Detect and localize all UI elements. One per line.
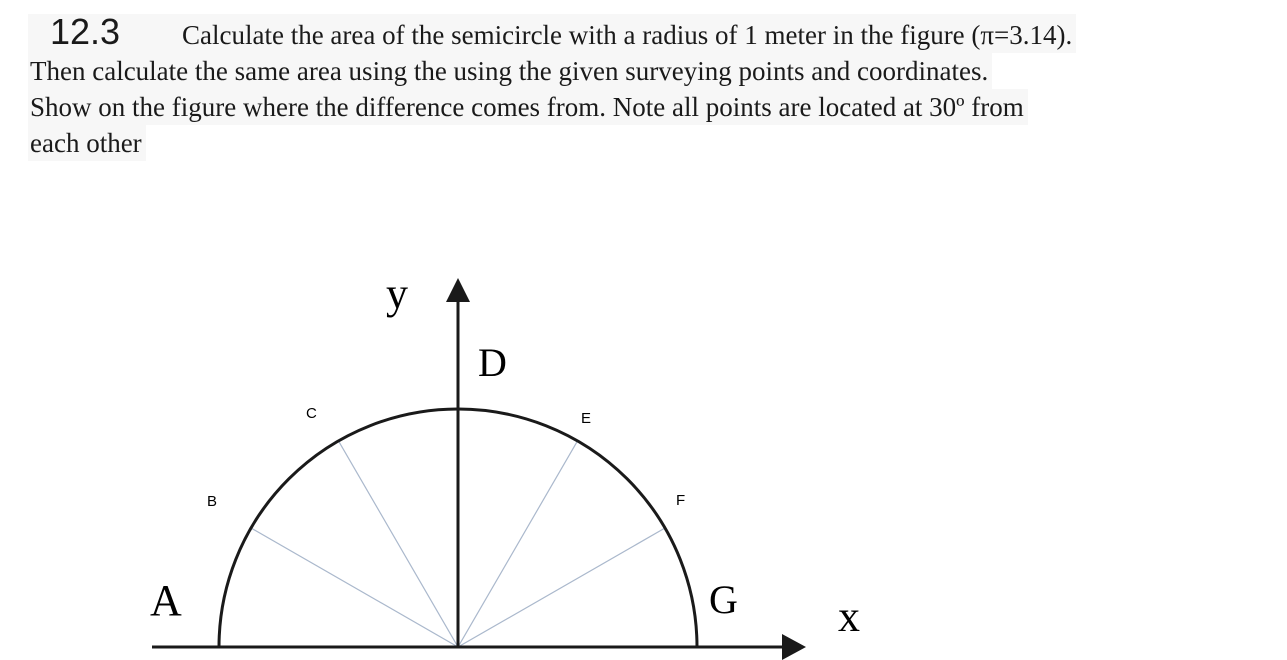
question-line-4: each other: [28, 125, 146, 161]
point-label-c: C: [306, 405, 317, 422]
axis-x-label: x: [838, 592, 860, 641]
question-line-1: 12.3 Calculate the area of the semicircle with a radius of 1 meter in the figure (π=3.14).: [28, 14, 1076, 53]
point-label-g: G: [709, 577, 738, 622]
point-label-b: B: [207, 493, 218, 510]
radial-line-b: [251, 528, 458, 647]
question-line-3: Show on the figure where the difference comes from. Note all points are located at 30º from: [28, 89, 1028, 125]
question-number: 12.3: [50, 11, 121, 52]
y-axis-arrowhead: [446, 278, 470, 302]
point-label-a: A: [150, 576, 182, 625]
axis-y-label: y: [386, 269, 408, 318]
x-axis-arrowhead: [782, 634, 806, 660]
point-label-e: E: [581, 410, 592, 427]
radial-line-c: [339, 441, 459, 647]
point-label-d: D: [478, 340, 507, 385]
radial-line-e: [458, 441, 578, 647]
radial-line-f: [458, 528, 665, 647]
question-line-2: Then calculate the same area using the using the given surveying points and coordinates.: [28, 53, 992, 89]
point-label-f: F: [676, 492, 686, 509]
